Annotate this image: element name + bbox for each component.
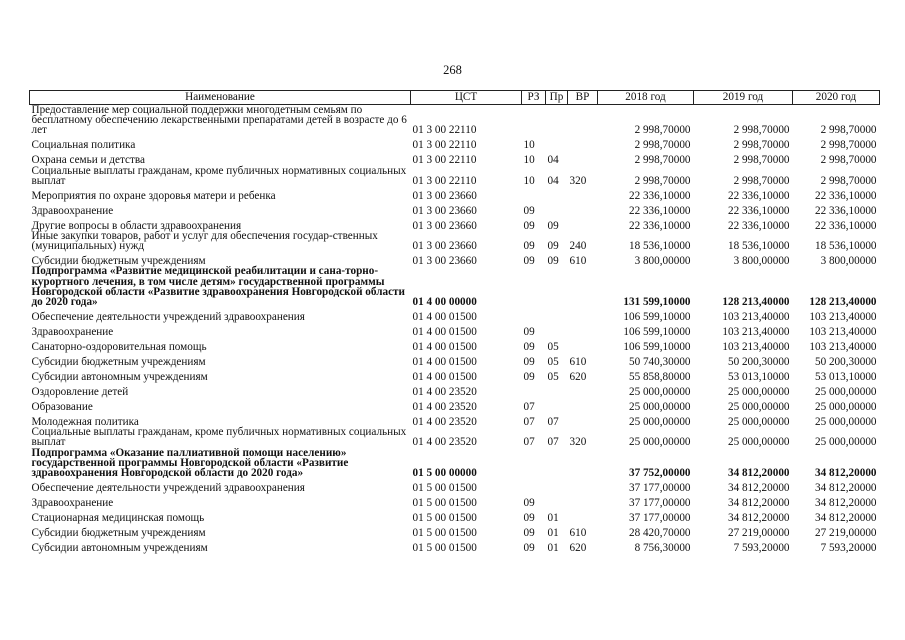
row-name: Здравоохранение xyxy=(31,204,114,217)
row-cst: 01 4 00 23520 xyxy=(412,416,477,429)
row-vr xyxy=(568,216,598,231)
row-rz: 09 xyxy=(523,542,535,555)
row-vr xyxy=(568,397,598,412)
row-cst: 01 5 00 01500 xyxy=(412,512,477,525)
row-rz: 10 xyxy=(523,174,535,187)
row-value-2018: 37 177,00000 xyxy=(628,512,691,525)
row-name: Подпрограмма «Оказание паллиативной помощи населению» государственной программы Новгородской области «Развитие здравоохранения Новгородской области до 2020 года» xyxy=(31,446,349,480)
table-row xyxy=(30,105,880,136)
row-value-2018: 55 858,80000 xyxy=(628,371,691,384)
row-value-2019: 103 213,40000 xyxy=(722,311,790,324)
row-value-2018: 22 336,10000 xyxy=(628,204,691,217)
header-name: Наименование xyxy=(30,91,411,105)
row-cst: 01 4 00 00000 xyxy=(412,296,477,309)
row-pr: 04 xyxy=(547,174,559,187)
row-pr: 07 xyxy=(547,436,559,449)
row-vr xyxy=(568,322,598,337)
row-rz: 07 xyxy=(523,401,535,414)
row-cst: 01 5 00 01500 xyxy=(412,527,477,540)
row-vr xyxy=(568,136,598,151)
row-cst: 01 4 00 01500 xyxy=(412,356,477,369)
row-vr: 620 xyxy=(569,542,587,555)
table-row xyxy=(30,382,880,397)
header-rz: РЗ xyxy=(522,91,546,105)
row-rz: 09 xyxy=(523,219,535,232)
row-pr xyxy=(546,186,568,201)
row-value-2019: 103 213,40000 xyxy=(722,341,790,354)
row-value-2018: 25 000,00000 xyxy=(628,401,691,414)
row-pr xyxy=(546,493,568,508)
row-name: Охрана семьи и детства xyxy=(31,154,145,167)
page-number: 268 xyxy=(443,63,462,77)
row-rz: 09 xyxy=(523,255,535,268)
row-name: Субсидии бюджетным учреждениям xyxy=(31,356,206,369)
table-row xyxy=(30,412,880,427)
row-value-2019: 2 998,70000 xyxy=(733,154,790,167)
row-value-2019: 103 213,40000 xyxy=(722,326,790,339)
row-cst: 01 5 00 00000 xyxy=(412,467,477,480)
row-vr: 240 xyxy=(569,240,587,253)
row-value-2019: 25 000,00000 xyxy=(727,401,790,414)
row-cst: 01 4 00 23520 xyxy=(412,386,477,399)
row-value-2018: 2 998,70000 xyxy=(634,154,691,167)
row-value-2018: 28 420,70000 xyxy=(628,527,691,540)
row-value-2019: 3 800,00000 xyxy=(733,255,790,268)
row-rz xyxy=(522,478,546,493)
row-rz: 09 xyxy=(523,240,535,253)
row-value-2018: 106 599,10000 xyxy=(623,341,691,354)
header-pr: Пр xyxy=(546,91,568,105)
row-vr xyxy=(568,307,598,322)
row-rz: 10 xyxy=(523,154,535,167)
row-vr xyxy=(568,201,598,216)
row-pr xyxy=(546,307,568,322)
row-value-2019: 128 213,40000 xyxy=(722,296,790,309)
row-value-2019: 2 998,70000 xyxy=(733,139,790,152)
row-rz: 09 xyxy=(523,371,535,384)
row-name: Субсидии автономным учреждениям xyxy=(31,371,208,384)
row-value-2019: 7 593,20000 xyxy=(733,542,790,555)
row-value-2020: 34 812,20000 xyxy=(814,467,877,480)
row-pr: 01 xyxy=(547,542,559,555)
row-rz: 09 xyxy=(523,204,535,217)
table-row xyxy=(30,523,880,538)
row-value-2018: 25 000,00000 xyxy=(628,416,691,429)
row-pr xyxy=(546,382,568,397)
table-row xyxy=(30,352,880,367)
row-cst: 01 4 00 01500 xyxy=(412,311,477,324)
row-name: Обеспечение деятельности учреждений здравоохранения xyxy=(31,482,305,495)
budget-table xyxy=(29,90,880,553)
row-value-2018: 106 599,10000 xyxy=(623,326,691,339)
row-rz: 07 xyxy=(523,416,535,429)
table-row xyxy=(30,151,880,166)
table-header-row xyxy=(30,91,880,105)
row-cst: 01 3 00 23660 xyxy=(412,204,477,217)
table-row xyxy=(30,538,880,553)
row-rz: 09 xyxy=(523,512,535,525)
header-2018: 2018 год xyxy=(598,91,694,105)
row-value-2020: 2 998,70000 xyxy=(820,154,877,167)
table-body xyxy=(30,105,880,554)
row-value-2020: 22 336,10000 xyxy=(814,189,877,202)
row-vr xyxy=(568,412,598,427)
row-cst: 01 3 00 23660 xyxy=(412,189,477,202)
row-rz xyxy=(522,266,546,307)
row-cst: 01 4 00 01500 xyxy=(412,341,477,354)
row-cst: 01 5 00 01500 xyxy=(412,542,477,555)
row-value-2018: 37 752,00000 xyxy=(628,467,691,480)
row-vr xyxy=(568,448,598,479)
row-cst: 01 4 00 01500 xyxy=(412,371,477,384)
row-rz xyxy=(522,382,546,397)
row-pr: 01 xyxy=(547,527,559,540)
table-row xyxy=(30,493,880,508)
row-value-2018: 50 740,30000 xyxy=(628,356,691,369)
row-name: Молодежная политика xyxy=(31,416,139,429)
row-pr xyxy=(546,266,568,307)
row-vr xyxy=(568,478,598,493)
row-vr: 610 xyxy=(569,527,587,540)
row-vr: 610 xyxy=(569,356,587,369)
row-rz: 09 xyxy=(523,527,535,540)
row-rz xyxy=(522,105,546,136)
table-row xyxy=(30,397,880,412)
row-name: Подпрограмма «Развитие медицинской реабилитации и сана-торно-курортного лечения, в том числе детям» государственной программы Новгородской области «Развитие здравоохранения Новгородской области до 2020 года» xyxy=(31,265,405,309)
row-pr xyxy=(546,105,568,136)
row-vr: 610 xyxy=(569,255,587,268)
row-value-2020: 128 213,40000 xyxy=(809,296,877,309)
row-vr xyxy=(568,382,598,397)
row-pr xyxy=(546,201,568,216)
row-name: Социальная политика xyxy=(31,139,136,152)
row-cst: 01 3 00 23660 xyxy=(412,219,477,232)
row-cst: 01 3 00 22110 xyxy=(412,174,477,187)
row-name: Мероприятия по охране здоровья матери и ребенка xyxy=(31,189,276,202)
row-value-2020: 53 013,10000 xyxy=(814,371,877,384)
row-value-2020: 50 200,30000 xyxy=(814,356,877,369)
row-value-2019: 25 000,00000 xyxy=(727,436,790,449)
row-value-2020: 22 336,10000 xyxy=(814,219,877,232)
row-name: Другие вопросы в области здравоохранения xyxy=(31,219,242,232)
row-value-2018: 8 756,30000 xyxy=(634,542,691,555)
row-pr: 09 xyxy=(547,240,559,253)
row-pr xyxy=(546,448,568,479)
row-name: Предоставление мер социальной поддержки многодетным семьям по бесплатному обеспечению лекарственными препаратами детей в возрасте до 6 лет xyxy=(31,104,407,137)
table-row-subprogram xyxy=(30,266,880,307)
row-value-2019: 25 000,00000 xyxy=(727,416,790,429)
row-value-2019: 50 200,30000 xyxy=(727,356,790,369)
row-value-2018: 25 000,00000 xyxy=(628,386,691,399)
table-row xyxy=(30,478,880,493)
row-vr xyxy=(568,493,598,508)
row-name: Социальные выплаты гражданам, кроме публичных нормативных социальных выплат xyxy=(31,164,407,187)
row-value-2020: 103 213,40000 xyxy=(809,326,877,339)
row-value-2020: 25 000,00000 xyxy=(814,416,877,429)
table-row xyxy=(30,231,880,251)
row-name: Иные закупки товаров, работ и услуг для обеспечения государ-ственных (муниципальных) нужд xyxy=(31,230,378,253)
row-value-2019: 2 998,70000 xyxy=(733,174,790,187)
row-value-2019: 25 000,00000 xyxy=(727,386,790,399)
row-pr: 07 xyxy=(547,416,559,429)
row-value-2020: 2 998,70000 xyxy=(820,139,877,152)
row-value-2018: 18 536,10000 xyxy=(628,240,691,253)
row-pr: 01 xyxy=(547,512,559,525)
row-cst: 01 3 00 23660 xyxy=(412,240,477,253)
row-value-2020: 25 000,00000 xyxy=(814,401,877,414)
table-row xyxy=(30,508,880,523)
row-value-2020: 3 800,00000 xyxy=(820,255,877,268)
row-value-2019: 22 336,10000 xyxy=(727,219,790,232)
header-2020: 2020 год xyxy=(793,91,880,105)
row-name: Санаторно-оздоровительная помощь xyxy=(31,341,207,354)
row-rz: 09 xyxy=(523,341,535,354)
row-pr xyxy=(546,136,568,151)
row-pr: 05 xyxy=(547,341,559,354)
row-value-2020: 103 213,40000 xyxy=(809,311,877,324)
row-value-2018: 2 998,70000 xyxy=(634,139,691,152)
row-value-2020: 2 998,70000 xyxy=(820,124,877,137)
row-name: Социальные выплаты гражданам, кроме публичных нормативных социальных выплат xyxy=(31,426,407,449)
row-pr: 04 xyxy=(547,154,559,167)
row-cst: 01 5 00 01500 xyxy=(412,497,477,510)
row-rz: 09 xyxy=(523,497,535,510)
table-row xyxy=(30,427,880,447)
row-value-2018: 37 177,00000 xyxy=(628,482,691,495)
row-value-2018: 22 336,10000 xyxy=(628,189,691,202)
row-value-2019: 2 998,70000 xyxy=(733,124,790,137)
row-name: Образование xyxy=(31,401,93,414)
row-name: Стационарная медицинская помощь xyxy=(31,512,205,525)
row-rz: 07 xyxy=(523,436,535,449)
row-value-2019: 34 812,20000 xyxy=(727,512,790,525)
row-name: Здравоохранение xyxy=(31,326,114,339)
row-vr xyxy=(568,105,598,136)
table-row xyxy=(30,251,880,266)
row-value-2019: 22 336,10000 xyxy=(727,204,790,217)
table-row xyxy=(30,216,880,231)
row-cst: 01 5 00 01500 xyxy=(412,482,477,495)
row-value-2020: 22 336,10000 xyxy=(814,204,877,217)
row-cst: 01 4 00 23520 xyxy=(412,401,477,414)
row-rz xyxy=(522,307,546,322)
table-row xyxy=(30,322,880,337)
row-value-2020: 25 000,00000 xyxy=(814,436,877,449)
row-rz xyxy=(522,186,546,201)
row-name: Обеспечение деятельности учреждений здравоохранения xyxy=(31,311,305,324)
header-cst: ЦСТ xyxy=(411,91,522,105)
row-vr xyxy=(568,508,598,523)
row-rz xyxy=(522,448,546,479)
row-value-2019: 22 336,10000 xyxy=(727,189,790,202)
row-vr: 620 xyxy=(569,371,587,384)
row-pr: 09 xyxy=(547,219,559,232)
row-value-2018: 3 800,00000 xyxy=(634,255,691,268)
row-cst: 01 3 00 22110 xyxy=(412,139,477,152)
row-value-2020: 103 213,40000 xyxy=(809,341,877,354)
row-pr: 05 xyxy=(547,371,559,384)
row-vr xyxy=(568,151,598,166)
row-cst: 01 3 00 22110 xyxy=(412,154,477,167)
header-2019: 2019 год xyxy=(694,91,793,105)
row-vr xyxy=(568,337,598,352)
table-row xyxy=(30,166,880,186)
row-value-2020: 34 812,20000 xyxy=(814,497,877,510)
table-row xyxy=(30,337,880,352)
row-rz: 09 xyxy=(523,356,535,369)
row-value-2019: 34 812,20000 xyxy=(727,482,790,495)
row-name: Субсидии бюджетным учреждениям xyxy=(31,527,206,540)
row-vr xyxy=(568,186,598,201)
row-vr xyxy=(568,266,598,307)
row-value-2018: 131 599,10000 xyxy=(623,296,691,309)
table-row xyxy=(30,186,880,201)
row-value-2018: 2 998,70000 xyxy=(634,124,691,137)
row-value-2019: 53 013,10000 xyxy=(727,371,790,384)
row-pr: 05 xyxy=(547,356,559,369)
row-value-2020: 34 812,20000 xyxy=(814,512,877,525)
row-value-2020: 25 000,00000 xyxy=(814,386,877,399)
row-name: Субсидии бюджетным учреждениям xyxy=(31,255,206,268)
row-cst: 01 4 00 23520 xyxy=(412,436,477,449)
row-pr xyxy=(546,322,568,337)
row-name: Субсидии автономным учреждениям xyxy=(31,542,208,555)
row-cst: 01 3 00 22110 xyxy=(412,124,477,137)
row-value-2020: 34 812,20000 xyxy=(814,482,877,495)
row-value-2018: 25 000,00000 xyxy=(628,436,691,449)
row-vr: 320 xyxy=(569,436,587,449)
row-value-2019: 34 812,20000 xyxy=(727,497,790,510)
row-value-2020: 18 536,10000 xyxy=(814,240,877,253)
row-pr xyxy=(546,478,568,493)
row-value-2019: 34 812,20000 xyxy=(727,467,790,480)
row-value-2020: 7 593,20000 xyxy=(820,542,877,555)
table-row xyxy=(30,201,880,216)
table-row xyxy=(30,367,880,382)
row-name: Здравоохранение xyxy=(31,497,114,510)
row-pr: 09 xyxy=(547,255,559,268)
row-value-2018: 106 599,10000 xyxy=(623,311,691,324)
row-cst: 01 3 00 23660 xyxy=(412,255,477,268)
row-value-2018: 37 177,00000 xyxy=(628,497,691,510)
row-pr xyxy=(546,397,568,412)
row-vr: 320 xyxy=(569,174,587,187)
row-rz: 10 xyxy=(523,139,535,152)
row-value-2018: 2 998,70000 xyxy=(634,174,691,187)
row-name: Оздоровление детей xyxy=(31,386,129,399)
header-vr: ВР xyxy=(568,91,598,105)
row-cst: 01 4 00 01500 xyxy=(412,326,477,339)
table-row xyxy=(30,136,880,151)
table-row-subprogram xyxy=(30,448,880,479)
row-value-2019: 18 536,10000 xyxy=(727,240,790,253)
row-value-2020: 27 219,00000 xyxy=(814,527,877,540)
row-value-2019: 27 219,00000 xyxy=(727,527,790,540)
row-rz: 09 xyxy=(523,326,535,339)
row-value-2018: 22 336,10000 xyxy=(628,219,691,232)
table-row xyxy=(30,307,880,322)
row-value-2020: 2 998,70000 xyxy=(820,174,877,187)
